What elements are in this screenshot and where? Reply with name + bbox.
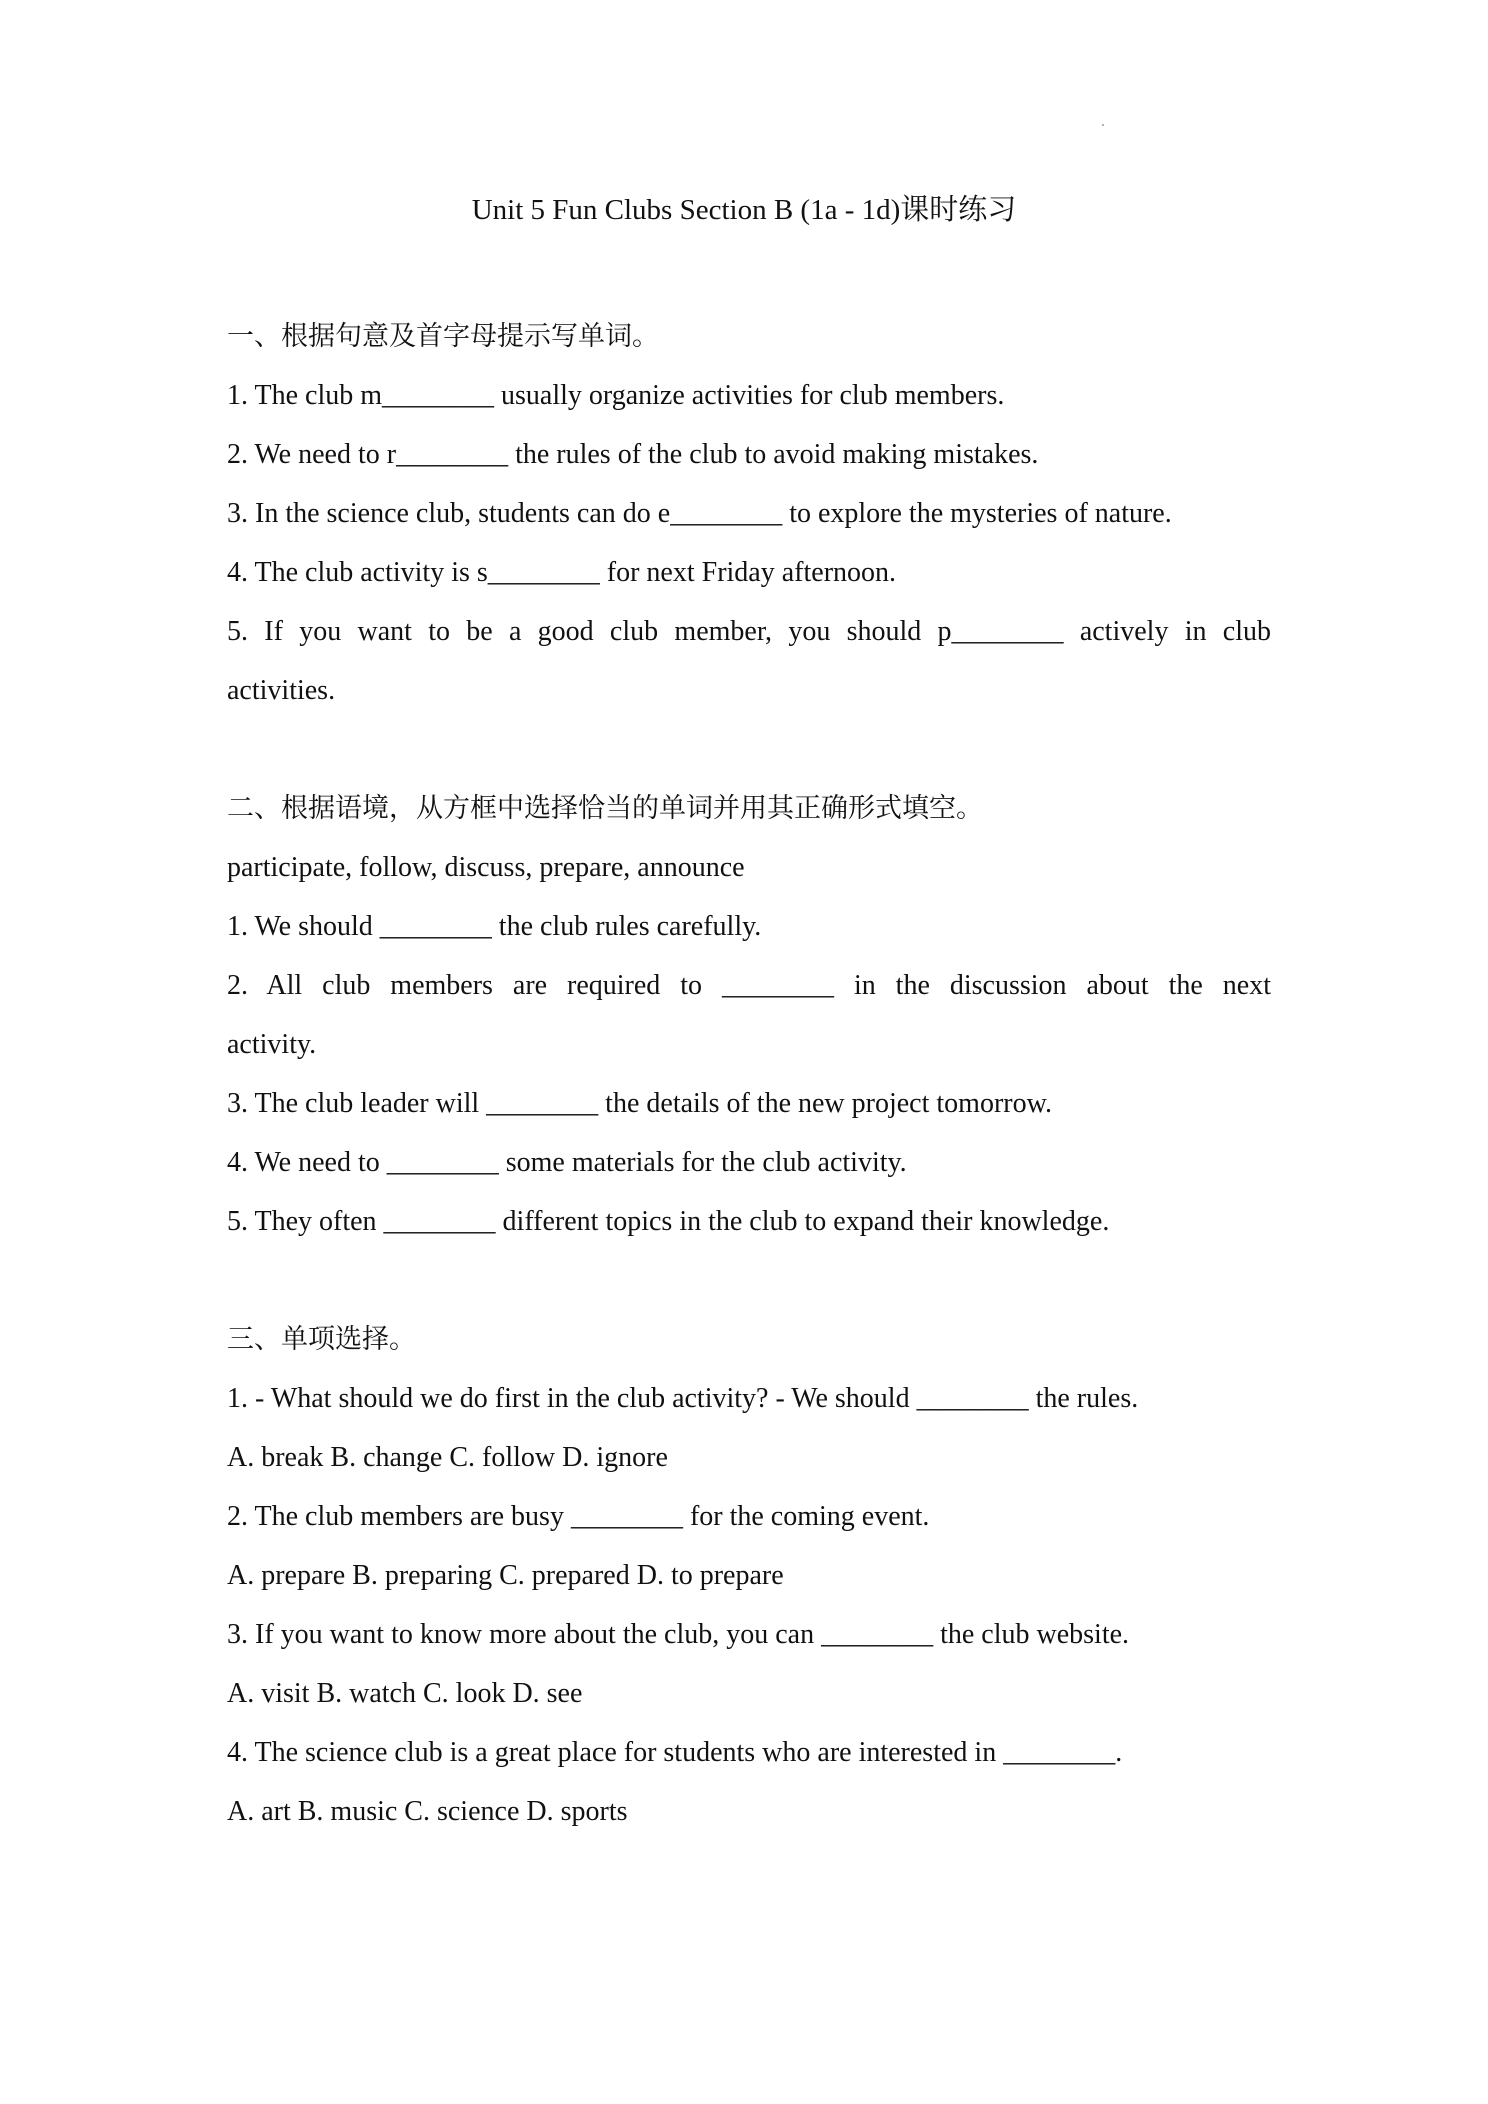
question-line: 1. The club m________ usually organize activities for club members. xyxy=(227,380,1005,411)
question-line: 5. If you want to be a good club member, you should p________ actively in club xyxy=(227,616,1271,647)
section-word-bank xyxy=(227,779,1271,1251)
question-line: 1. We should ________ the club rules carefully. xyxy=(227,911,762,942)
section-heading: 二、根据语境，从方框中选择恰当的单词并用其正确形式填空。 xyxy=(227,793,983,824)
section-vocabulary xyxy=(227,307,1271,720)
worksheet-content xyxy=(227,307,1271,1841)
question-line: 2. We need to r________ the rules of the club to avoid making mistakes. xyxy=(227,439,1039,470)
answer-options: A. prepare B. preparing C. prepared D. to prepare xyxy=(227,1560,784,1591)
section-heading: 一、根据句意及首字母提示写单词。 xyxy=(227,321,659,352)
question-line: 4. We need to ________ some materials for the club activity. xyxy=(227,1147,907,1178)
question-line: 3. If you want to know more about the club, you can ________ the club website. xyxy=(227,1619,1130,1650)
page-title: Unit 5 Fun Clubs Section B (1a - 1d)课时练习 xyxy=(471,194,1017,226)
question-line: 2. All club members are required to ________ in the discussion about the next xyxy=(227,970,1271,1001)
question-line: 3. In the science club, students can do e________ to explore the mysteries of nature. xyxy=(227,498,1172,529)
section-heading: 三、单项选择。 xyxy=(227,1324,416,1355)
question-line: 4. The club activity is s________ for next Friday afternoon. xyxy=(227,557,897,588)
answer-options: A. visit B. watch C. look D. see xyxy=(227,1678,583,1709)
section-spacer xyxy=(227,1251,1271,1310)
question-line-continuation: activities. xyxy=(227,675,336,706)
question-line: 3. The club leader will ________ the details of the new project tomorrow. xyxy=(227,1088,1053,1119)
question-line: 1. - What should we do first in the club activity? - We should ________ the rules. xyxy=(227,1383,1139,1414)
word-bank: participate, follow, discuss, prepare, announce xyxy=(227,852,745,883)
section-spacer xyxy=(227,720,1271,779)
section-multiple-choice xyxy=(227,1310,1271,1841)
answer-options: A. art B. music C. science D. sports xyxy=(227,1796,628,1827)
question-line-continuation: activity. xyxy=(227,1029,317,1060)
decorative-dot xyxy=(1102,124,1104,126)
question-line: 4. The science club is a great place for students who are interested in ________. xyxy=(227,1737,1123,1768)
question-line: 5. They often ________ different topics in the club to expand their knowledge. xyxy=(227,1206,1110,1237)
answer-options: A. break B. change C. follow D. ignore xyxy=(227,1442,668,1473)
question-line: 2. The club members are busy ________ for the coming event. xyxy=(227,1501,930,1532)
